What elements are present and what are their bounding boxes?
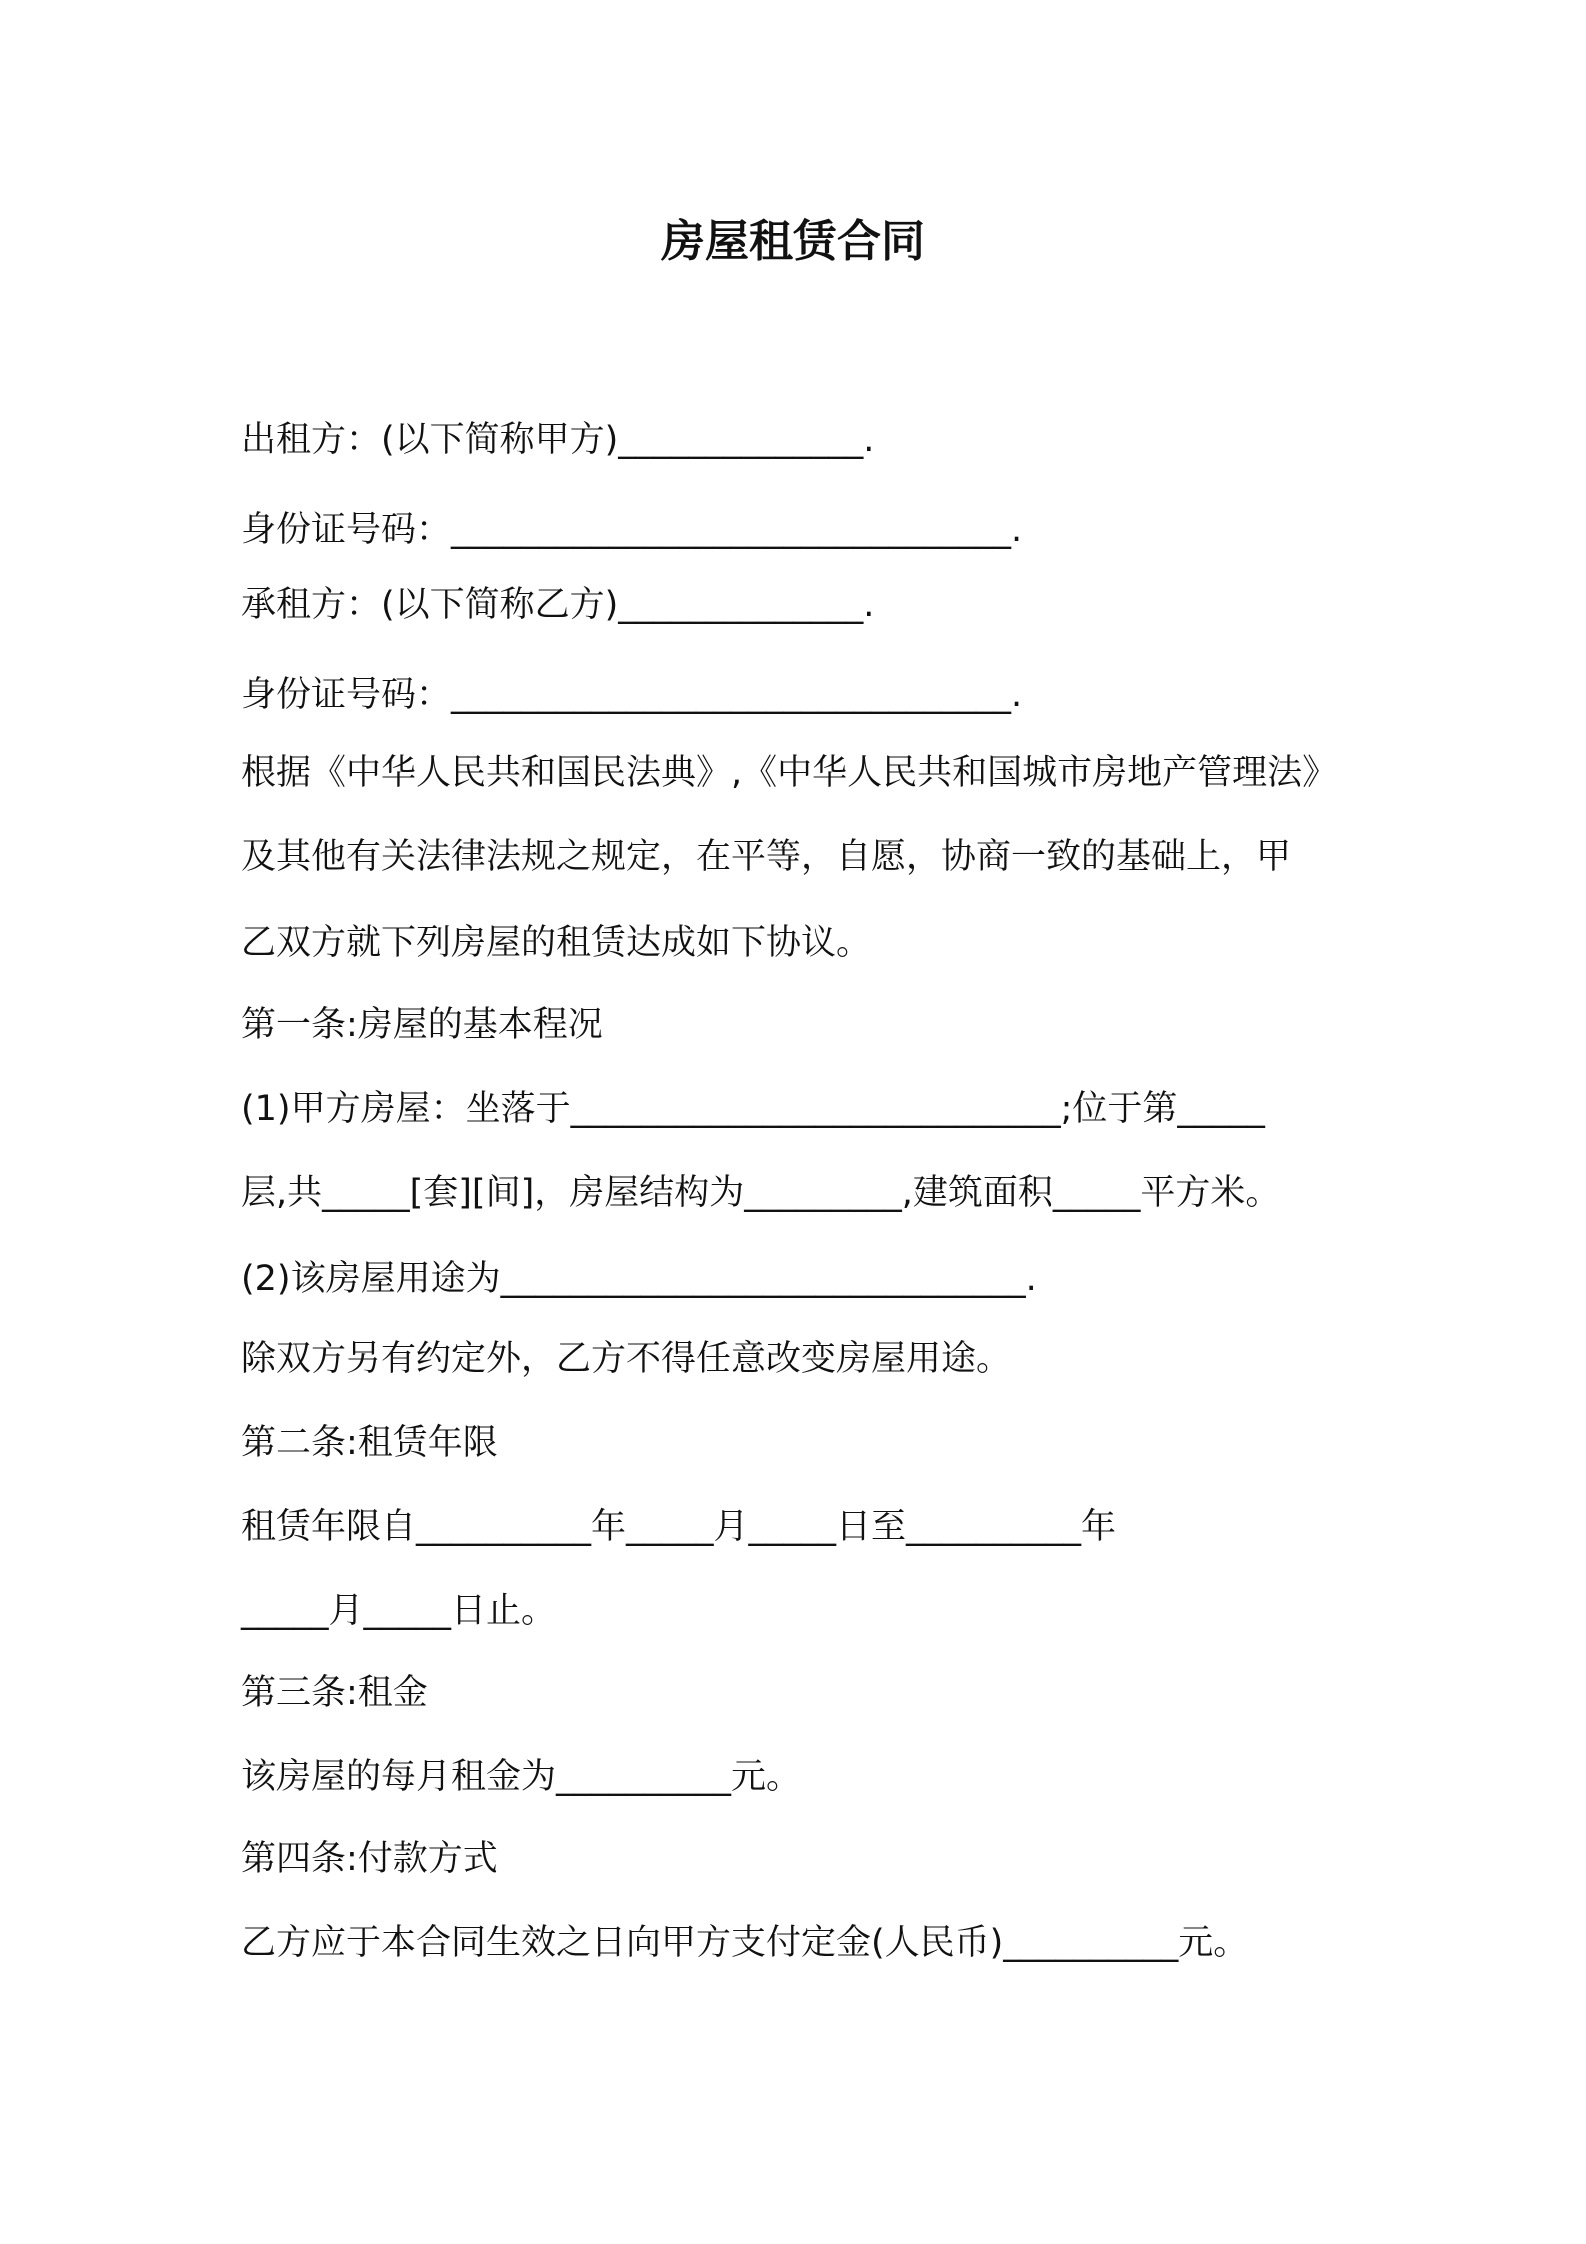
preamble-line-1: 根据《中华人民共和国民法典》,《中华人民共和国城市房地产管理法》	[241, 753, 1338, 793]
article-4-heading: 第四条:付款方式	[241, 1839, 498, 1879]
article-1-usage-note: 除双方另有约定外，乙方不得任意改变房屋用途。	[241, 1339, 1012, 1379]
preamble-line-3: 乙双方就下列房屋的租赁达成如下协议。	[241, 923, 872, 963]
document-title: 房屋租赁合同	[661, 216, 925, 267]
article-1-item-1-line-2: 层,共_____[套][间]，房屋结构为_________,建筑面积_____平方米。	[241, 1173, 1281, 1213]
preamble-line-2: 及其他有关法律法规之规定，在平等，自愿，协商一致的基础上，甲	[241, 837, 1292, 877]
lessor-line: 出租方：(以下简称甲方)______________.	[241, 420, 875, 460]
monthly-rent-line: 该房屋的每月租金为__________元。	[241, 1757, 802, 1797]
article-2-heading: 第二条:租赁年限	[241, 1423, 498, 1463]
article-1-item-1-line-1: (1)甲方房屋：坐落于____________________________;位于第_____	[241, 1089, 1265, 1129]
lease-term-line-2: _____月_____日止。	[241, 1591, 557, 1631]
lessor-id-line: 身份证号码：________________________________.	[241, 510, 1023, 550]
article-3-heading: 第三条:租金	[241, 1673, 428, 1713]
deposit-line: 乙方应于本合同生效之日向甲方支付定金(人民币)__________元。	[241, 1923, 1249, 1963]
article-1-item-2: (2)该房屋用途为______________________________.	[241, 1259, 1037, 1299]
lease-term-line-1: 租赁年限自__________年_____月_____日至__________年	[241, 1507, 1117, 1547]
lessee-id-line: 身份证号码：________________________________.	[241, 675, 1023, 715]
article-1-heading: 第一条:房屋的基本程况	[241, 1005, 603, 1045]
lessee-line: 承租方：(以下简称乙方)______________.	[241, 585, 875, 625]
